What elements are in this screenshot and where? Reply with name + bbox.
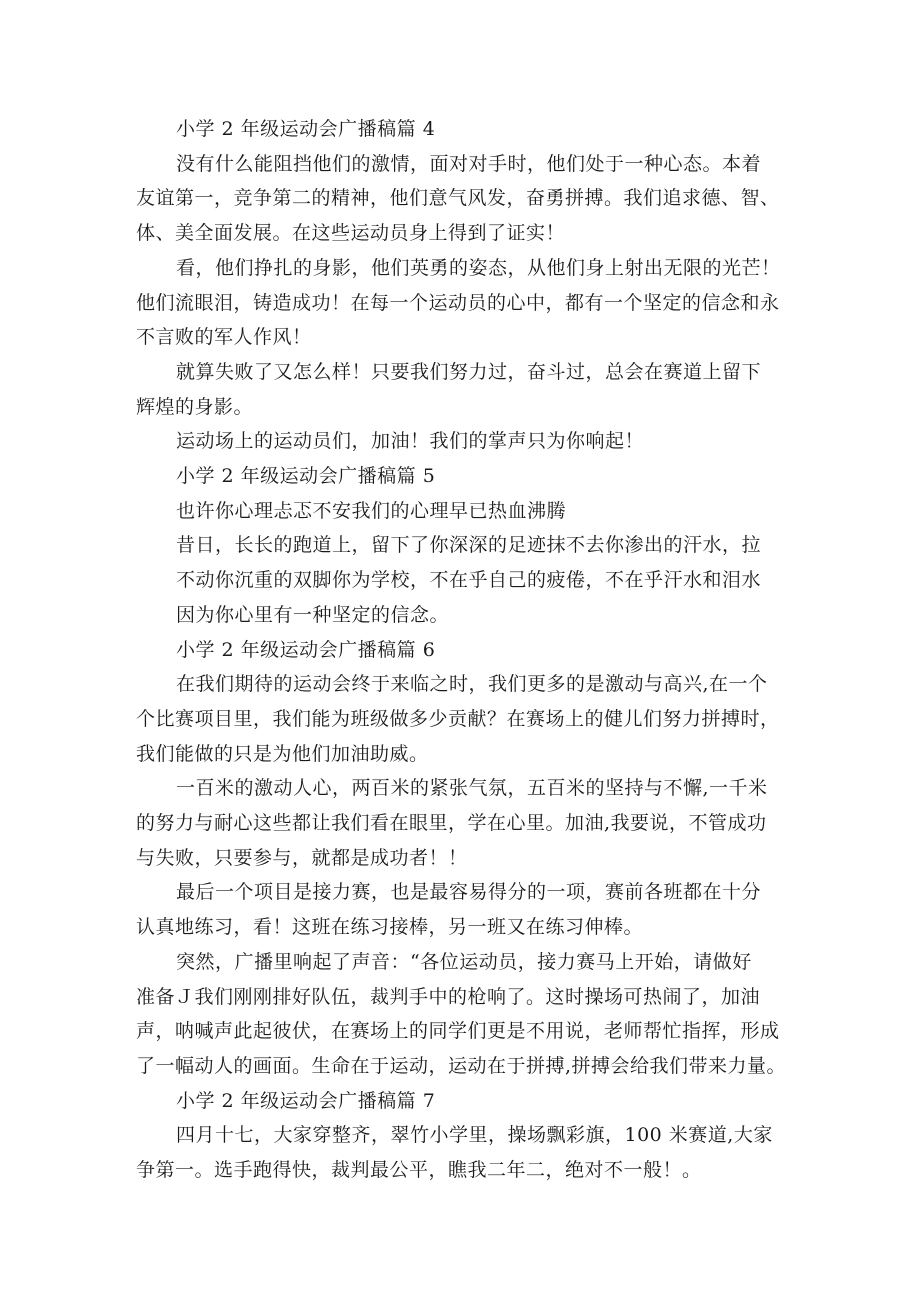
paragraph-line: 不动你沉重的双脚你为学校，不在乎自己的疲倦，不在乎汗水和泪水 <box>176 569 762 592</box>
paragraph-line: 争第一。选手跑得快，裁判最公平，瞧我二年二，绝对不一般！。 <box>136 1159 702 1181</box>
paragraph-line: 辉煌的身影。 <box>136 395 254 418</box>
paragraph-line: 突然，广播里响起了声音：“各位运动员，接力赛马上开始，请做好 <box>176 950 752 973</box>
section-heading: 小学 2 年级运动会广播稿篇 4 <box>176 118 436 140</box>
paragraph-line: 认真地练习，看！这班在练习接棒，另一班又在练习伸棒。 <box>136 916 644 939</box>
section-heading: 小学 2 年级运动会广播稿篇 7 <box>176 1089 436 1112</box>
paragraph-line: 声，呐喊声此起彼伏，在赛场上的同学们更是不用说，老师帮忙指挥，形成 <box>136 1020 780 1043</box>
paragraph-line: 的努力与耐心这些都让我们看在眼里，学在心里。加油,我要说，不管成功 <box>136 812 767 834</box>
paragraph-line: 因为你心里有一种坚定的信念。 <box>176 603 450 626</box>
paragraph-line: 不言败的军人作风！ <box>136 326 312 349</box>
paragraph-line: 昔日，长长的跑道上，留下了你深深的足迹抹不去你渗出的汗水，拉 <box>176 534 762 557</box>
paragraph-line: 在我们期待的运动会终于来临之时，我们更多的是激动与高兴,在一个 <box>176 673 768 696</box>
paragraph-line: 准备Ｊ我们刚刚排好队伍，裁判手中的枪响了。这时操场可热闹了，加油 <box>136 985 761 1008</box>
paragraph-line: 一百米的激动人心，两百米的紧张气氛，五百米的坚持与不懈,一千米 <box>176 777 768 800</box>
paragraph-line: 他们流眼泪，铸造成功！在每一个运动员的心中，都有一个坚定的信念和永 <box>136 291 780 314</box>
paragraph-line: 运动场上的运动员们，加油！我们的掌声只为你响起！ <box>176 430 645 453</box>
paragraph-line: 也许你心理忐忑不安我们的心理早已热血沸腾 <box>176 499 567 522</box>
paragraph-line: 我们能做的只是为他们加油助威。 <box>136 742 429 765</box>
paragraph-line: 就算失败了又怎么样！只要我们努力过，奋斗过，总会在赛道上留下 <box>176 360 762 383</box>
section-heading: 小学 2 年级运动会广播稿篇 6 <box>176 638 436 661</box>
section-heading: 小学 2 年级运动会广播稿篇 5 <box>176 465 436 487</box>
paragraph-line: 了一幅动人的画面。生命在于运动，运动在于拼搏,拼搏会给我们带来力量。 <box>136 1054 787 1077</box>
paragraph-line: 与失败，只要参与，就都是成功者！！ <box>136 846 468 869</box>
paragraph-line: 体、美全面发展。在这些运动员身上得到了证实！ <box>136 222 566 245</box>
paragraph-line: 没有什么能阻挡他们的激情，面对对手时，他们处于一种心态。本着 <box>176 152 762 175</box>
paragraph-line: 个比赛项目里，我们能为班级做多少贡献？在赛场上的健儿们努力拼搏时， <box>136 707 780 730</box>
paragraph-line: 最后一个项目是接力赛，也是最容易得分的一项，赛前各班都在十分 <box>176 881 762 904</box>
paragraph-line: 友谊第一，竞争第二的精神，他们意气风发，奋勇拼搏。我们追求德、智、 <box>136 187 780 210</box>
paragraph-line: 看，他们挣扎的身影，他们英勇的姿态，从他们身上射出无限的光芒！ <box>176 256 781 279</box>
paragraph-line: 四月十七，大家穿整齐，翠竹小学里，操场飘彩旗，100 米赛道,大家 <box>176 1124 773 1147</box>
